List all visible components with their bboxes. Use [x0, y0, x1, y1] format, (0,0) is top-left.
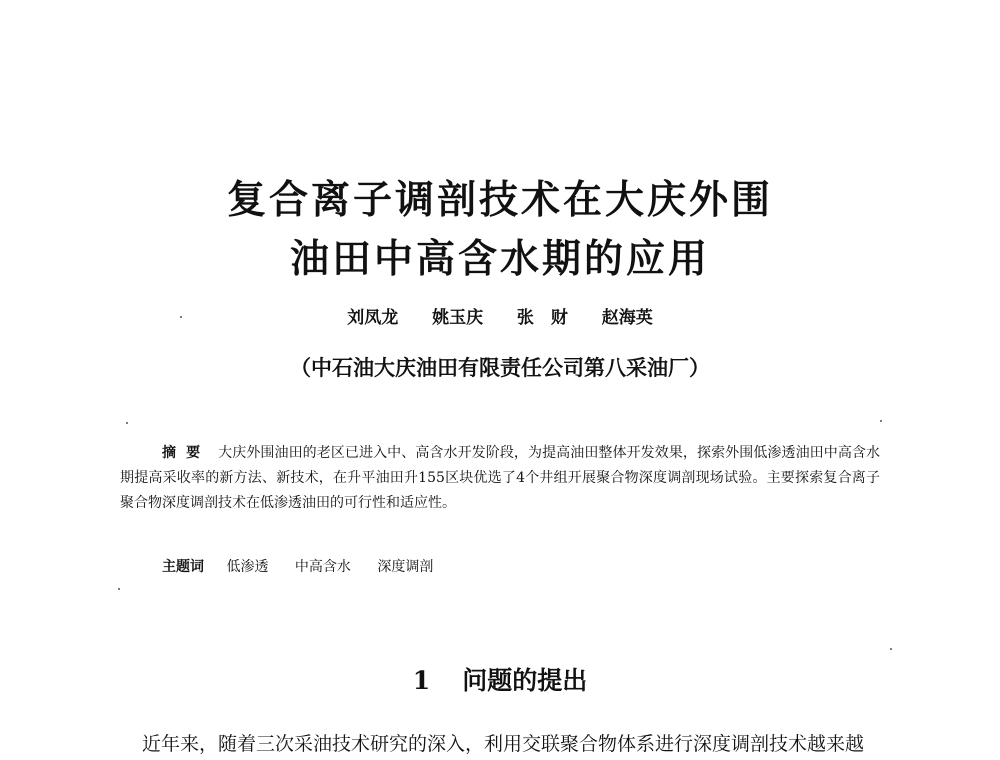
scan-speck — [880, 420, 882, 422]
paper-title-line-2: 油田中高含水期的应用 — [289, 236, 710, 282]
keywords-label: 主题词 — [162, 559, 204, 575]
author-list — [0, 306, 1000, 330]
author-name: 赵海英 — [601, 308, 653, 328]
keywords — [162, 556, 455, 578]
section-number: 1 — [412, 666, 431, 695]
body-paragraph: 近年来，随着三次采油技术研究的深入，利用交联聚合物体系进行深度调剖技术越来越 — [142, 733, 865, 755]
paper-title-line-1: 复合离子调剖技术在大庆外围 — [226, 177, 773, 223]
keyword: 深度调剖 — [377, 559, 434, 575]
author-name: 姚玉庆 — [432, 308, 484, 328]
abstract-text: 大庆外围油田的老区已进入中、高含水开发阶段，为提高油田整体开发效果，探索外围低渗透油田中高含水期提高采收率的新方法、新技术，在升平油田升155区块优选了4个井组开展聚合物深度调剖现场试验。主要探索复合离子聚合物深度调剖技术在低渗透油田的可行性和适应性。 — [120, 445, 881, 511]
scan-speck — [890, 648, 892, 650]
author-name: 刘凤龙 — [347, 308, 399, 328]
keyword: 中高含水 — [294, 559, 351, 575]
scan-speck — [126, 422, 128, 424]
section-heading — [0, 665, 1000, 697]
scan-speck — [118, 588, 120, 590]
abstract-label: 摘要 — [162, 445, 211, 461]
keyword: 低渗透 — [226, 559, 269, 575]
abstract — [120, 441, 880, 516]
affiliation: （中石油大庆油田有限责任公司第八采油厂） — [290, 355, 710, 380]
section-title: 问题的提出 — [462, 666, 588, 695]
author-name: 张 财 — [516, 308, 568, 328]
scan-speck — [180, 316, 182, 318]
